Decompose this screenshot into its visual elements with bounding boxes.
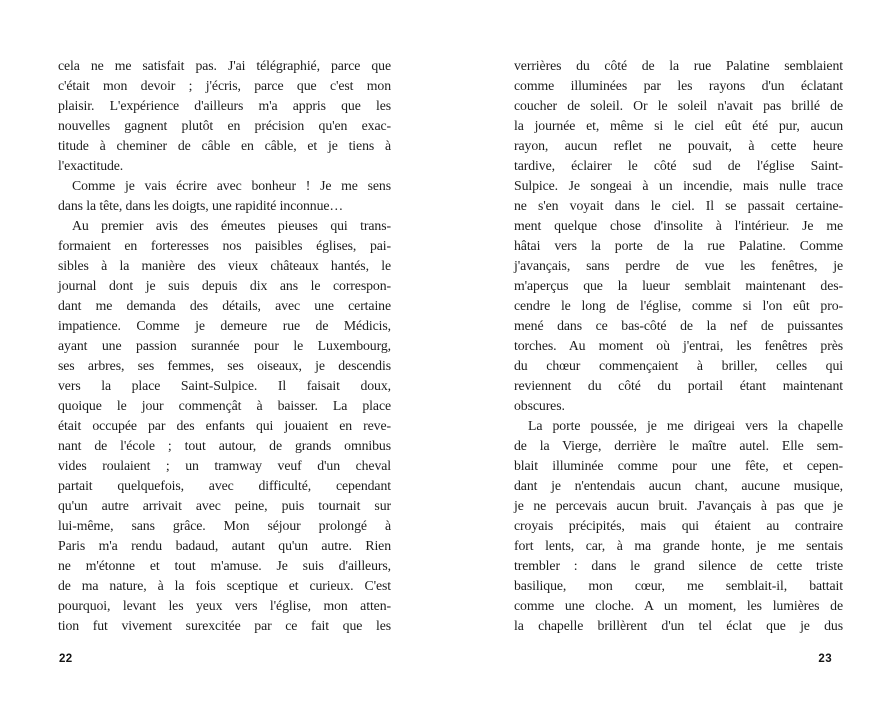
text-line: du chœur commençaient à briller, celles qui bbox=[514, 358, 843, 373]
text-line: Au premier avis des émeutes pieuses qui trans- bbox=[72, 218, 391, 233]
text-line: ayant une passion surannée pour le Luxembourg, bbox=[58, 338, 391, 353]
text-line: de ma nature, à la fois sceptique et curieux. C'est bbox=[58, 578, 391, 593]
text-line: comme une cloche. A un moment, les lumières de bbox=[514, 598, 843, 613]
text-line: La porte poussée, je me dirigeai vers la chapelle bbox=[528, 418, 843, 433]
text-line: blait illuminée comme pour une fête, et cepen- bbox=[514, 458, 843, 473]
text-line: l'exactitude. bbox=[58, 158, 124, 173]
text-line: tion fut vivement surexcitée par ce fait que les bbox=[58, 618, 391, 633]
page-number-left: 22 bbox=[59, 653, 73, 665]
text-line: titude à cheminer de câble en câble, et je tiens à bbox=[58, 138, 391, 153]
text-line: je ne percevais aucun bruit. J'avançais à pas que je bbox=[514, 498, 843, 513]
text-line: coucher de soleil. Or le soleil n'avait pas brillé de bbox=[514, 98, 843, 113]
text-line: dant me demanda des détails, avec une certaine bbox=[58, 298, 391, 313]
text-line: lui-même, sans grâce. Mon séjour prolongé à bbox=[58, 518, 391, 533]
text-line: sibles à la manière des vieux châteaux hantés, le bbox=[58, 258, 391, 273]
text-line: nouvelles gagnent plutôt en précision qu'en exac- bbox=[58, 118, 391, 133]
page-left-text-column bbox=[58, 56, 391, 636]
text-line: cendre le long de l'église, comme si l'on eût pro- bbox=[514, 298, 843, 313]
text-line: la chapelle brillèrent d'un tel éclat que je dus bbox=[514, 618, 843, 633]
text-line: la journée et, même si le ciel eût été pur, aucun bbox=[514, 118, 843, 133]
text-line: obscures. bbox=[514, 398, 565, 413]
text-line: mené dans ce bas-côté de la nef de puissantes bbox=[514, 318, 843, 333]
text-line: comme illuminées par les rayons d'un éclatant bbox=[514, 78, 843, 93]
text-line: reviennent du côté du portail étant maintenant bbox=[514, 378, 843, 393]
text-line: c'était mon devoir ; j'écris, parce que c'est mon bbox=[58, 78, 391, 93]
text-line: croyais précipités, mais qui étaient au contraire bbox=[514, 518, 843, 533]
text-line: quoique le jour commençât à baisser. La place bbox=[58, 398, 391, 413]
text-line: rayon, aucun reflet ne pouvait, à cette heure bbox=[514, 138, 843, 153]
text-line: cela ne me satisfait pas. J'ai télégraphié, parce que bbox=[58, 58, 391, 73]
text-line: hâtai vers la porte de la rue Palatine. Comme bbox=[514, 238, 843, 253]
text-line: Paris m'a rendu badaud, autant qu'un autre. Rien bbox=[58, 538, 391, 553]
text-line: ment quelque chose d'insolite à l'intérieur. Je me bbox=[514, 218, 843, 233]
text-line: pourquoi, levant les yeux vers l'église, mon atten- bbox=[58, 598, 391, 613]
text-line: Comme je vais écrire avec bonheur ! Je me sens bbox=[72, 178, 391, 193]
text-line: trembler : dans le grand silence de cette triste bbox=[514, 558, 843, 573]
text-line: de la Vierge, derrière le maître autel. Elle sem- bbox=[514, 438, 843, 453]
text-line: verrières du côté de la rue Palatine semblaient bbox=[514, 58, 843, 73]
text-line: plaisir. L'expérience d'ailleurs m'a appris que les bbox=[58, 98, 391, 113]
text-line: fort lents, car, à ma grande honte, je me sentais bbox=[514, 538, 843, 553]
text-line: qu'un autre arrivait avec peine, puis tournait sur bbox=[58, 498, 391, 513]
text-line: impatience. Comme je demeure rue de Médicis, bbox=[58, 318, 391, 333]
text-line: était occupée par des enfants qui jouaient en reve- bbox=[58, 418, 391, 433]
text-line: vers la place Saint-Sulpice. Il faisait doux, bbox=[58, 378, 391, 393]
text-line: basilique, mon cœur, me semblait-il, battait bbox=[514, 578, 843, 593]
text-line: dant je n'entendais aucun chant, aucune musique, bbox=[514, 478, 843, 493]
text-line: j'avançais, sans perdre de vue les fenêtres, je bbox=[514, 258, 843, 273]
text-line: formaient en forteresses nos paisibles églises, pai- bbox=[58, 238, 391, 253]
text-line: Sulpice. Je songeai à un incendie, mais nulle trace bbox=[514, 178, 843, 193]
text-line: m'aperçus que la lueur semblait maintenant des- bbox=[514, 278, 843, 293]
text-line: vides roulaient ; un tramway veuf d'un cheval bbox=[58, 458, 391, 473]
text-line: tardive, éclairer le côté sud de l'église Saint- bbox=[514, 158, 843, 173]
page-number-right: 23 bbox=[818, 653, 832, 665]
text-line: journal dont je suis depuis dix ans le correspon- bbox=[58, 278, 391, 293]
text-line: nant de l'école ; tout autour, de grands omnibus bbox=[58, 438, 391, 453]
page-right-text-column bbox=[514, 56, 843, 636]
text-line: partait quelquefois, avec difficulté, cependant bbox=[58, 478, 391, 493]
text-line: ses arbres, ses femmes, ses oiseaux, je descendis bbox=[58, 358, 391, 373]
text-line: ne m'étonne et tout m'amuse. Je suis d'ailleurs, bbox=[58, 558, 391, 573]
text-line: ne s'en voyait dans le ciel. Il se passait certaine- bbox=[514, 198, 843, 213]
text-line: dans la tête, dans les doigts, une rapidité inconnue… bbox=[58, 198, 344, 213]
text-line: torches. Au moment où j'entrai, les fenêtres près bbox=[514, 338, 843, 353]
